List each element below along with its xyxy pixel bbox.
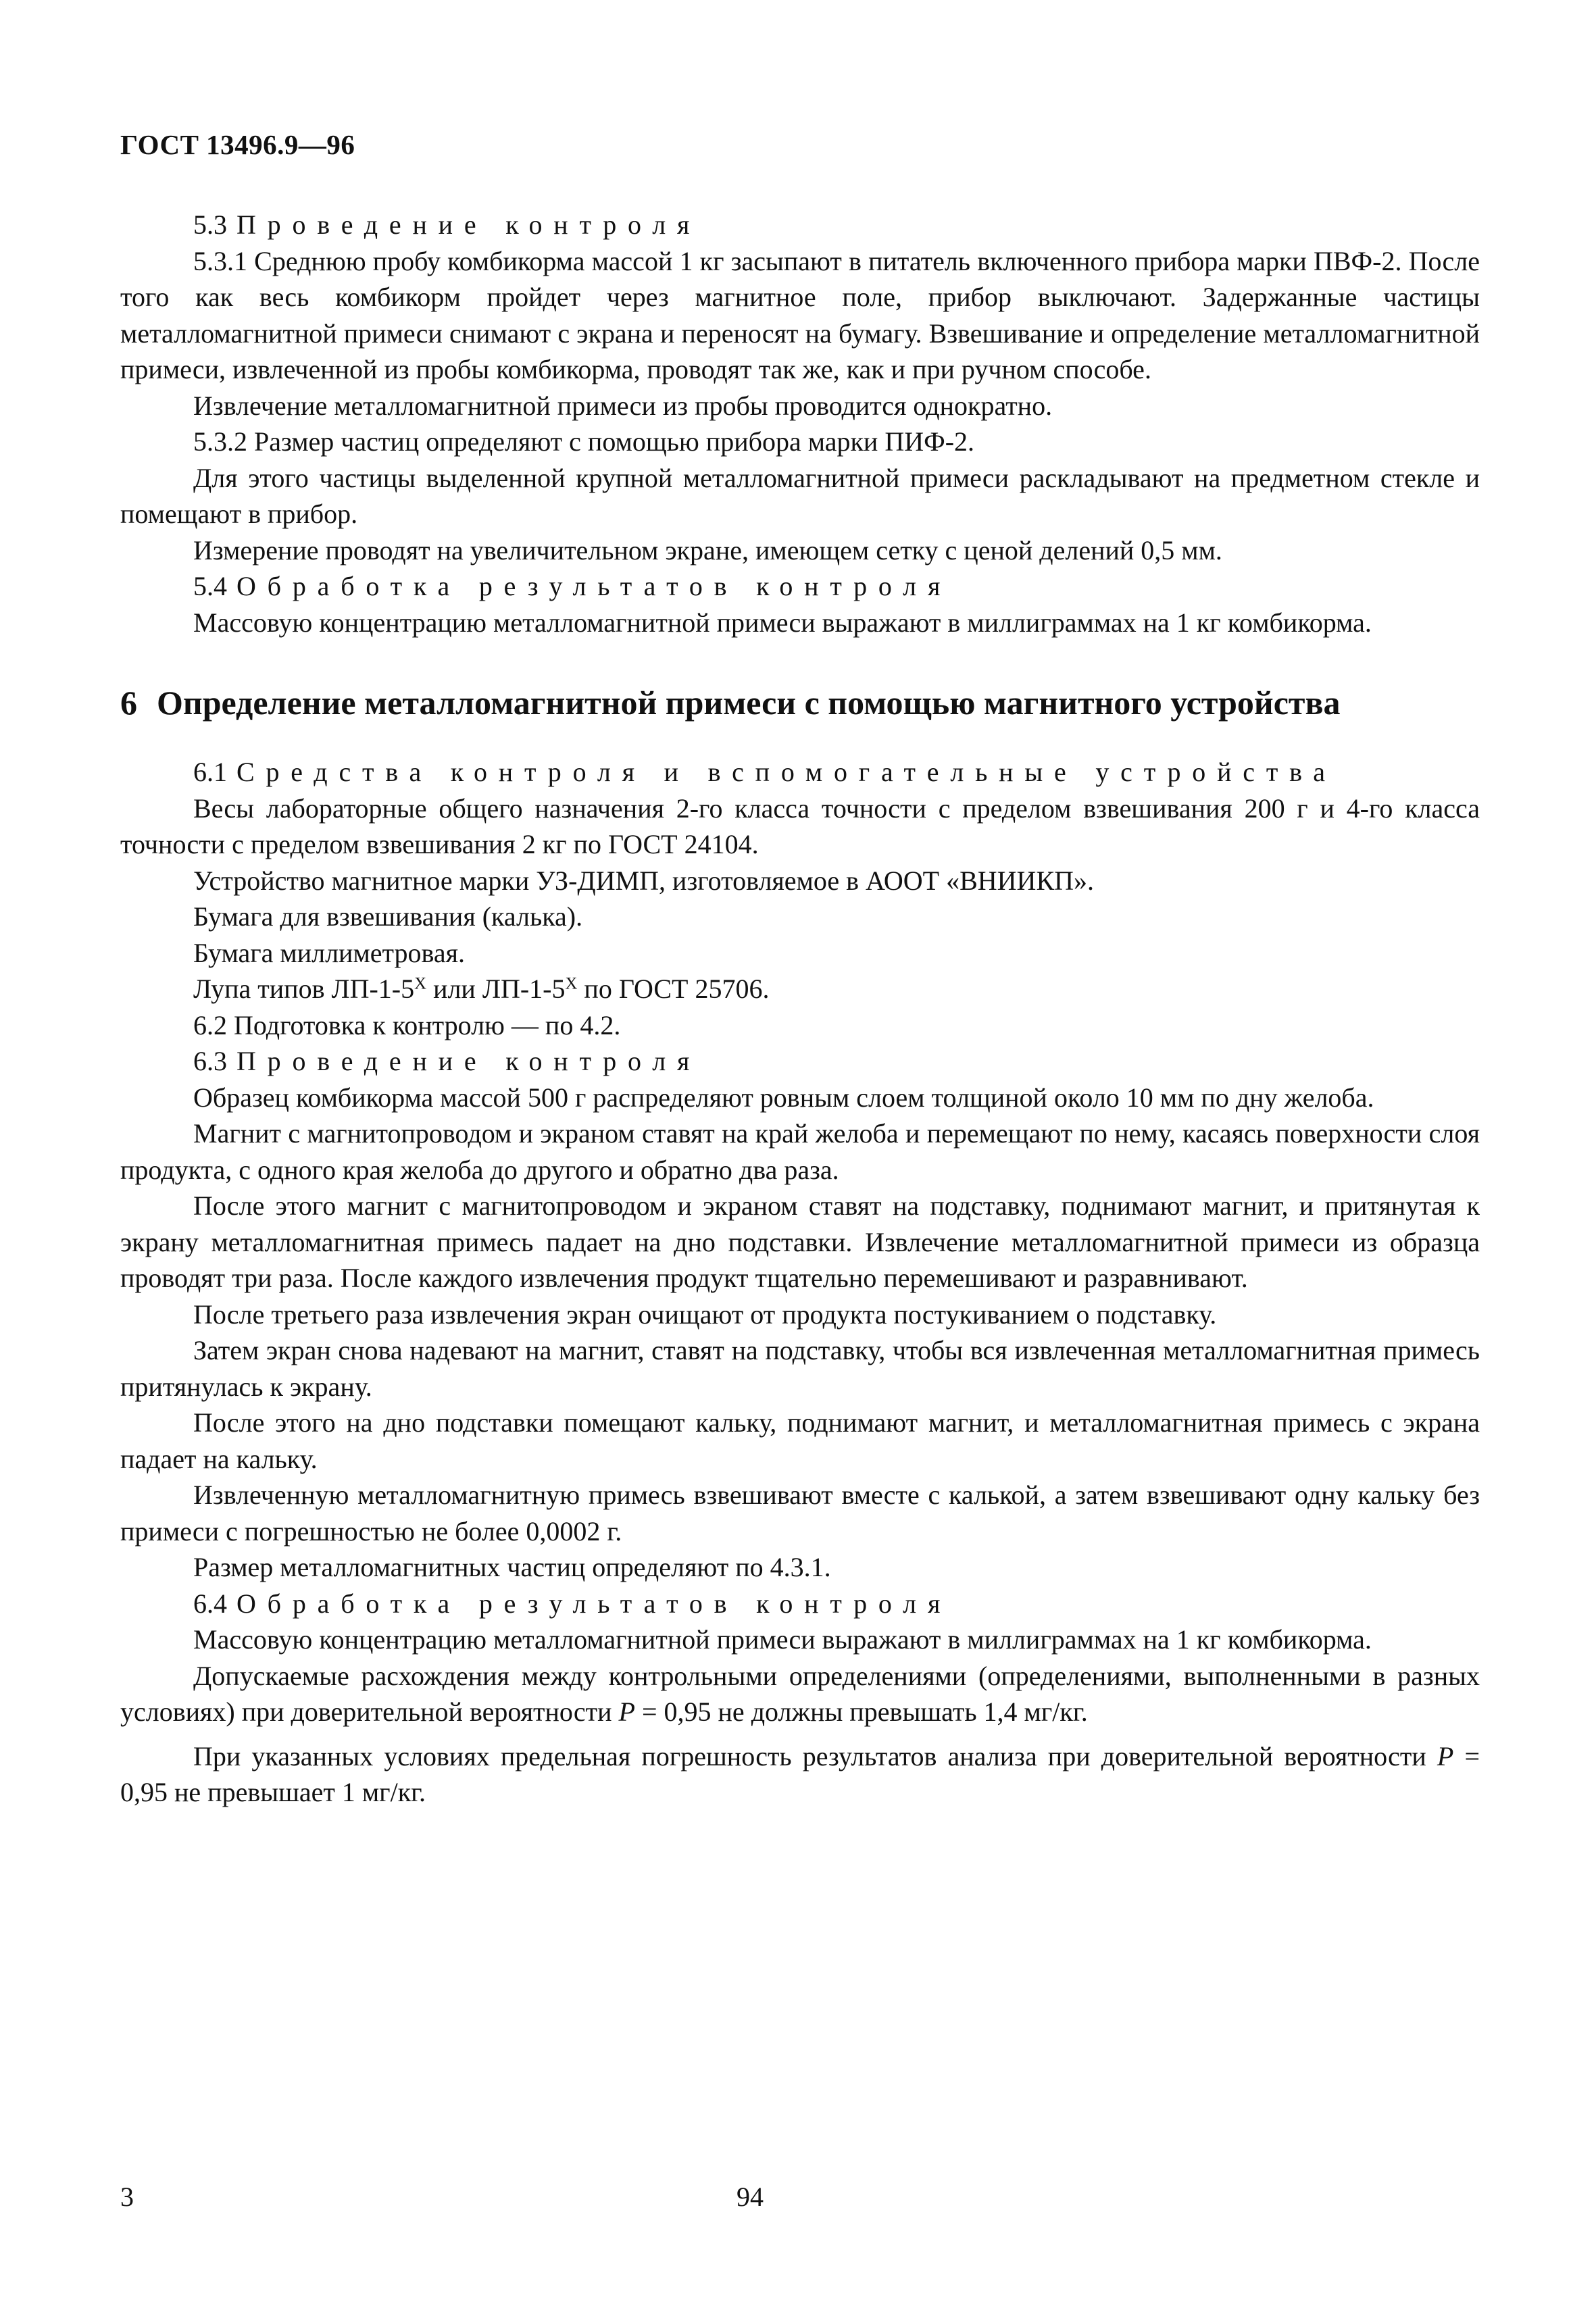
paragraph-magnifier: Лупа типов $ЛП-1-5^X$ или $ЛП-1-5^X$ по ГОСТ 25706. <box>193 974 770 1004</box>
subsection-heading-6-3: 6.3 Проведение контроля <box>193 1046 701 1076</box>
paragraph: Массовую концентрацию металломагнитной примеси выражают в миллиграммах на 1 кг комбикорма. <box>193 607 1372 638</box>
paragraph: Весы лабораторные общего назначения 2-го класса точности с пределом взвешивания 200 г и 4-го класса точности с пределом взвешивания 2 кг по ГОСТ 24104. <box>120 793 1480 859</box>
paragraph: Устройство магнитное марки УЗ-ДИМП, изготовляемое в АООТ «ВНИИКП». <box>193 865 1095 896</box>
subsection-heading-6-4: 6.4 Обработка результатов контроля <box>193 1588 952 1619</box>
paragraph: Затем экран снова надевают на магнит, ставят на подставку, чтобы вся извлеченная металломагнитная примесь притянулась к экрану. <box>120 1335 1480 1402</box>
paragraph: 5.3.2 Размер частиц определяют с помощью прибора марки ПИФ-2. <box>193 426 975 457</box>
paragraph: Бумага для взвешивания (калька). <box>193 901 583 932</box>
paragraph: Извлеченную металломагнитную примесь взвешивают вместе с калькой, а затем взвешивают одну кальку без примеси с погрешностью не более 0,0002 г. <box>120 1480 1480 1546</box>
footer-sheet-number: 3 <box>120 2182 134 2212</box>
document-body <box>120 207 1480 1811</box>
paragraph: Измерение проводят на увеличительном экране, имеющем сетку с ценой делений 0,5 мм. <box>193 534 1222 565</box>
page-number: 94 <box>737 2182 764 2212</box>
subsection-heading-5-3: 5.3 Проведение контроля <box>193 209 701 240</box>
paragraph: Размер металломагнитных частиц определяют по 4.3.1. <box>193 1552 831 1582</box>
subsection-heading-5-4: 5.4 Обработка результатов контроля <box>193 571 952 601</box>
section-title-6: 6 Определение металломагнитной примеси с помощью магнитного устройства <box>120 684 1341 722</box>
paragraph: После третьего раза извлечения экран очищают от продукта постукиванием о подставку. <box>193 1299 1217 1330</box>
paragraph: 5.3.1 Среднюю пробу комбикорма массой 1 кг засыпают в питатель включенного прибора марки ПВФ-2. После того как весь комбикорм пройдет через магнитное поле, прибор выключают. Задержанные частицы металломагнитной примеси снимают с экрана и переносят на бумагу. Взвешивание и определение металломагнитной примеси, извлеченной из пробы комбикорма, проводят так же, как и при ручном способе. <box>120 245 1480 384</box>
paragraph: Извлечение металломагнитной примеси из пробы проводится однократно. <box>193 390 1053 421</box>
paragraph: После этого на дно подставки помещают кальку, поднимают магнит, и металломагнитная примесь с экрана падает на кальку. <box>120 1407 1480 1474</box>
paragraph-error-limit: При указанных условиях предельная погрешность результатов анализа при доверительной вероятности P = 0,95 не превышает 1 мг/кг. <box>120 1740 1480 1807</box>
paragraph: Для этого частицы выделенной крупной металломагнитной примеси раскладывают на предметном стекле и помещают в прибор. <box>120 462 1480 529</box>
paragraph: Магнит с магнитопроводом и экраном ставят на край желоба и перемещают по нему, касаясь поверхности слоя продукта, с одного края желоба до другого и обратно два раза. <box>120 1118 1480 1185</box>
subsection-heading-6-1: 6.1 Средства контроля и вспомогательные устройства <box>193 757 1337 787</box>
paragraph-tolerance: Допускаемые расхождения между контрольными определениями (определениями, выполненными в разных условиях) при доверительной вероятности P = 0,95 не должны превышать 1,4 мг/кг. <box>120 1660 1480 1727</box>
paragraph: Бумага миллиметровая. <box>193 937 465 968</box>
document-code: ГОСТ 13496.9—96 <box>120 129 355 160</box>
paragraph: После этого магнит с магнитопроводом и экраном ставят на подставку, поднимают магнит, и притянутая к экрану металломагнитная примесь падает на дно подставки. Извлечение металломагнитной примеси из образца проводят три раза. После каждого извлечения продукт тщательно перемешивают и разравнивают. <box>120 1190 1480 1293</box>
paragraph: Образец комбикорма массой 500 г распределяют ровным слоем толщиной около 10 мм по дну желоба. <box>193 1082 1374 1113</box>
paragraph: 6.2 Подготовка к контролю — по 4.2. <box>193 1009 621 1040</box>
paragraph: Массовую концентрацию металломагнитной примеси выражают в миллиграммах на 1 кг комбикорма. <box>193 1624 1372 1655</box>
